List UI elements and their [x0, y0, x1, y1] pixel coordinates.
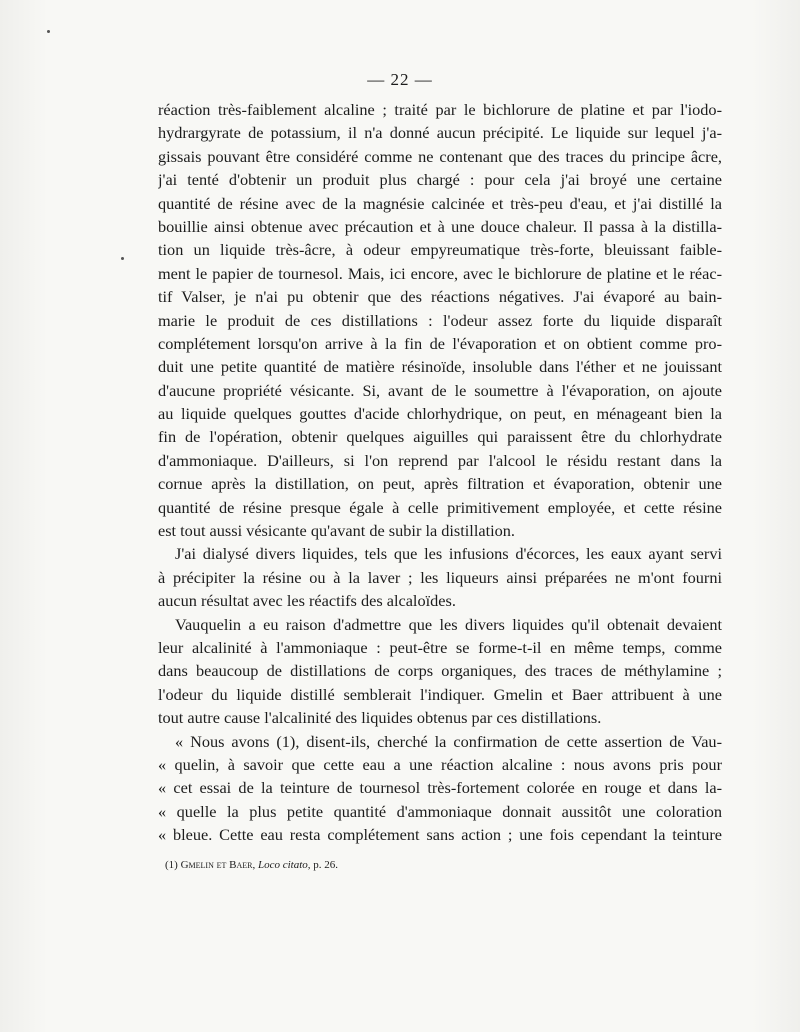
- text-line: dans beaucoup de distillations de corps organiques, des traces de méthylamine ;: [158, 661, 722, 681]
- footnote-marker: (1): [165, 859, 178, 871]
- text-line: cornue après la distillation, on peut, après filtration et évaporation, obtenir une: [158, 474, 722, 494]
- text-line: quantité de résine avec de la magnésie calcinée et très-peu d'eau, et j'ai distillé la: [158, 193, 722, 213]
- paper-speck: [121, 257, 124, 260]
- text-line: « Nous avons (1), disent-ils, cherché la confirmation de cette assertion de Vau-: [175, 731, 722, 751]
- text-line: l'odeur du liquide distillé semblerait l'indiquer. Gmelin et Baer attribuent à une: [158, 684, 722, 704]
- text-line: tif Valser, je n'ai pu obtenir que des réactions négatives. J'ai évaporé au bain-: [158, 287, 722, 307]
- text-line: d'ammoniaque. D'ailleurs, si l'on reprend par l'alcool le résidu restant dans la: [158, 450, 722, 470]
- text-line: j'ai tenté d'obtenir un produit plus chargé : pour cela j'ai broyé une certaine: [158, 170, 722, 190]
- text-line: aucun résultat avec les réactifs des alcaloïdes.: [158, 591, 456, 611]
- text-line: duit une petite quantité de matière résinoïde, insoluble dans l'éther et ne jouissant: [158, 357, 722, 377]
- text-line: « quelle la plus petite quantité d'ammoniaque donnait aussitôt une coloration: [158, 801, 722, 821]
- text-line: bouillie ainsi obtenue avec précaution et à une douce chaleur. Il passa à la distilla-: [158, 216, 722, 236]
- footnote: [165, 859, 338, 871]
- footnote-authors: Gmelin et Baer,: [180, 859, 256, 871]
- page-number: — 22 —: [367, 70, 433, 89]
- text-line: est tout aussi vésicante qu'avant de subir la distillation.: [158, 521, 515, 541]
- text-line: à précipiter la résine ou à la laver ; les liqueurs ainsi préparées ne m'ont fourni: [158, 567, 722, 587]
- text-line: réaction très-faiblement alcaline ; traité par le bichlorure de platine et par l'iodo-: [158, 100, 722, 119]
- paper-speck: [47, 30, 50, 33]
- text-line: « bleue. Cette eau resta complétement sans action ; une fois cependant la teinture: [158, 825, 722, 845]
- text-line: tion un liquide très-âcre, à odeur empyreumatique très-forte, bleuissant faible-: [158, 240, 722, 260]
- text-line: leur alcalinité à l'ammoniaque : peut-être se forme-t-il en même temps, comme: [158, 637, 722, 657]
- text-line: « cet essai de la teinture de tournesol très-fortement colorée en rouge et dans la-: [158, 778, 722, 798]
- text-line: complétement lorsqu'on arrive à la fin de l'évaporation et on obtient comme pro-: [158, 333, 722, 353]
- text-line: fin de l'opération, obtenir quelques aiguilles qui paraissent être du chlorhydrate: [158, 427, 722, 447]
- text-line: gissais pouvant être considéré comme ne contenant que des traces du principe âcre,: [158, 146, 722, 166]
- text-line: tout autre cause l'alcalinité des liquides obtenus par ces distillations.: [158, 708, 602, 728]
- text-line: Vauquelin a eu raison d'admettre que les divers liquides qu'il obtenait devaient: [175, 614, 722, 634]
- footnote-page: p. 26.: [313, 859, 339, 871]
- footnote-title: Loco citato,: [257, 859, 311, 871]
- text-line: au liquide quelques gouttes d'acide chlorhydrique, on peut, en ménageant bien la: [158, 404, 722, 424]
- text-line: d'aucune propriété vésicante. Si, avant de le soumettre à l'évaporation, on ajoute: [158, 380, 722, 400]
- text-line: hydrargyrate de potassium, il n'a donné aucun précipité. Le liquide sur lequel j'a-: [158, 123, 722, 143]
- text-line: marie le produit de ces distillations : l'odeur assez forte du liquide disparaît: [158, 310, 722, 330]
- text-line: quantité de résine presque égale à celle primitivement employée, et cette résine: [158, 497, 722, 517]
- text-line: J'ai dialysé divers liquides, tels que les infusions d'écorces, les eaux ayant servi: [175, 544, 722, 564]
- text-line: « quelin, à savoir que cette eau a une réaction alcaline : nous avons pris pour: [158, 754, 722, 774]
- body-text: [158, 98, 722, 847]
- text-line: ment le papier de tournesol. Mais, ici encore, avec le bichlorure de platine et le réac-: [158, 263, 722, 283]
